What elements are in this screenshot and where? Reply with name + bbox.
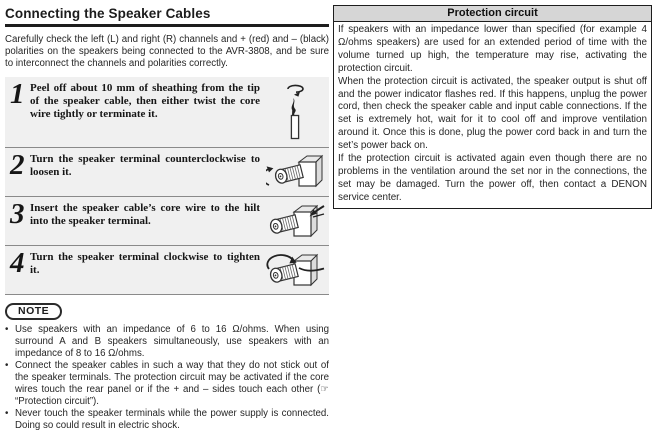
step-text: Insert the speaker cable’s core wire to the hilt into the speaker terminal. <box>30 202 260 228</box>
terminal-tighten-icon <box>264 251 326 289</box>
protection-paragraph: When the protection circuit is activated, the speaker output is shut off and the power indicator flashes red. If this happens, unplug the power cord, then check the speaker cable and input cable connections. If the set is extremely hot, wait for it to cool off and improve ventilation around it. Once this is done, plug the power cord back in and turn the set’s power back on. <box>338 75 647 152</box>
terminal-insert-icon <box>264 202 326 240</box>
note-list <box>5 324 329 431</box>
protection-paragraph: If the protection circuit is activated again even though there are no problems in the ventilation around the set nor in the connections, the set may be damaged. Turn the power off, then contact a DENON service center. <box>338 153 647 203</box>
protection-paragraph: If speakers with an impedance lower than specified (for example 4 Ω/ohms speakers) are used for an extended period of time with the volume turned up high, the temperature may rise, activating the protection circuit. <box>338 24 647 74</box>
page-title: Connecting the Speaker Cables <box>5 6 329 27</box>
step-row-4 <box>5 246 329 294</box>
step-text: Turn the speaker terminal counterclockwise to loosen it. <box>30 153 260 179</box>
left-column <box>5 6 329 431</box>
step-text: Turn the speaker terminal clockwise to tighten it. <box>30 251 260 277</box>
step-row-1 <box>5 77 329 148</box>
terminal-loosen-icon <box>264 153 326 191</box>
steps-list <box>5 77 329 295</box>
note-item: • Connect the speaker cables in such a way that they do not stick out of the speaker terminals. The protection circuit may be activated if the core wires touch the rear panel or if the + and – sides touch each other (☞ “Protection circuit”). <box>5 360 329 408</box>
cable-twist-icon <box>264 82 326 142</box>
note-item: • Never touch the speaker terminals while the power supply is connected. Doing so could result in electric shock. <box>5 408 329 431</box>
protection-box-title: Protection circuit <box>334 6 651 22</box>
step-row-2 <box>5 148 329 197</box>
step-row-3 <box>5 197 329 246</box>
step-number: 2 <box>10 149 25 182</box>
intro-paragraph: Carefully check the left (L) and right (R) channels and + (red) and – (black) polarities on the speakers being connected to the AVR-3808, and be sure to interconnect the channels and polarities correctly. <box>5 34 329 70</box>
step-number: 3 <box>10 198 25 231</box>
protection-circuit-box <box>333 5 652 209</box>
note-badge: NOTE <box>5 303 62 320</box>
step-text: Peel off about 10 mm of sheathing from the tip of the speaker cable, then either twist the core wire tightly or terminate it. <box>30 82 260 121</box>
step-number: 4 <box>10 247 25 280</box>
step-number: 1 <box>10 78 25 111</box>
protection-box-body <box>334 22 651 208</box>
note-item: • Use speakers with an impedance of 6 to 16 Ω/ohms. When using surround A and B speakers simultaneously, use speakers with an impedance of 8 to 16 Ω/ohms. <box>5 324 329 360</box>
